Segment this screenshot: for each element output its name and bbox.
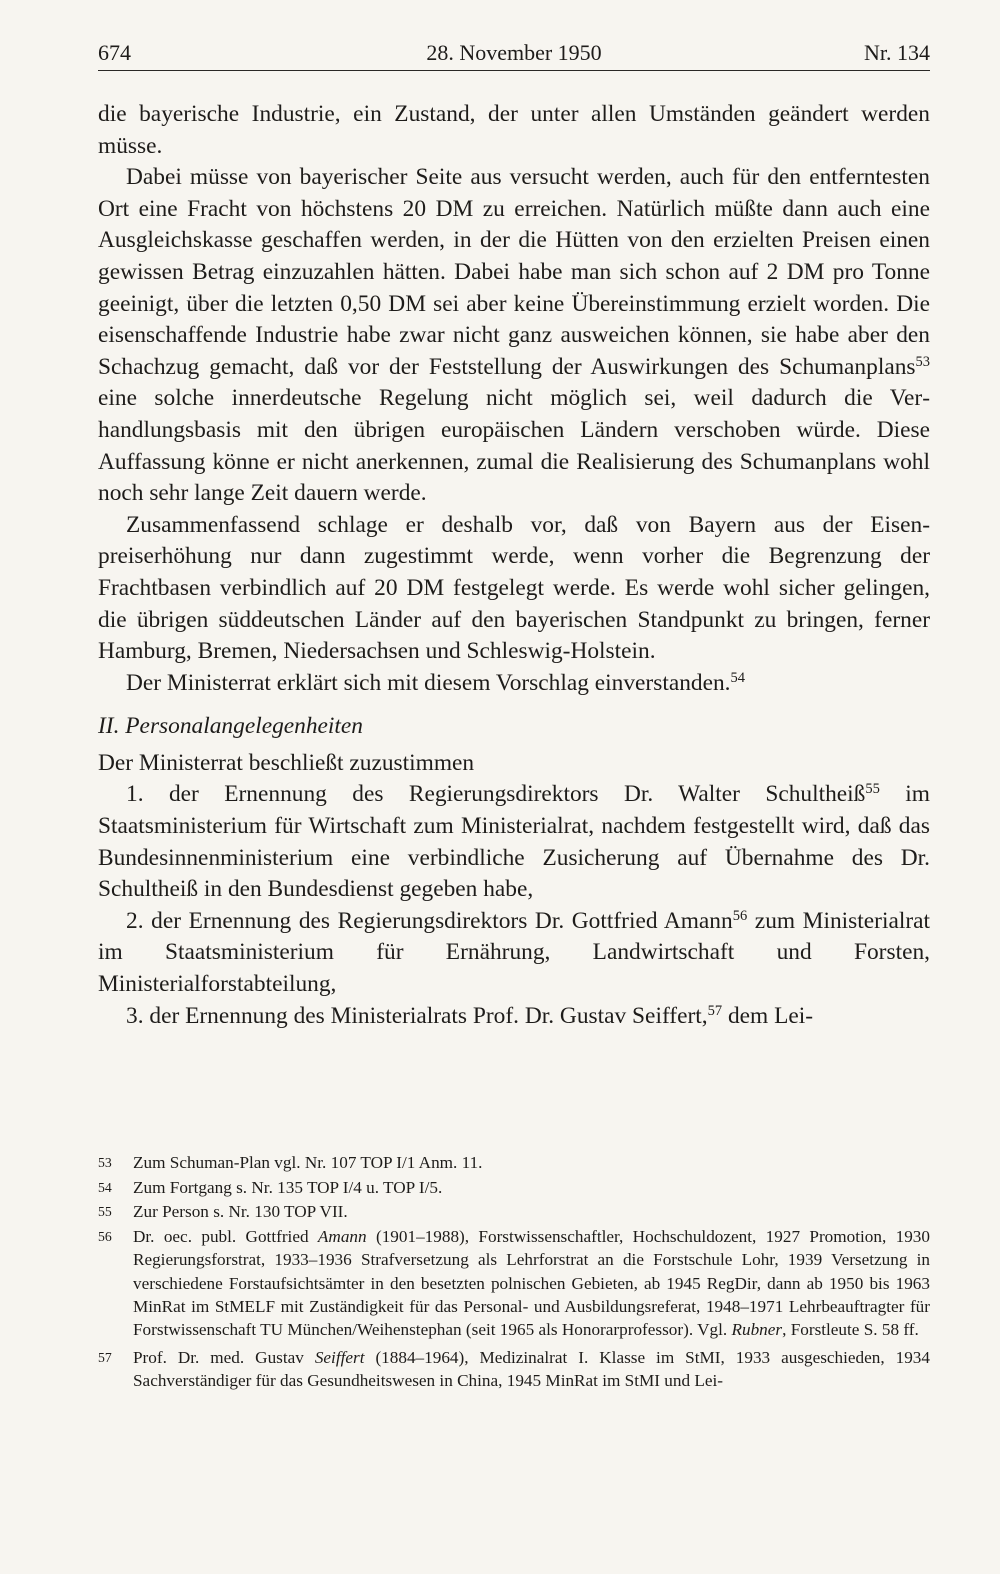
person-name: Seiffert bbox=[314, 1348, 365, 1368]
footnote-number: 57 bbox=[98, 1350, 112, 1366]
footnote bbox=[98, 1176, 930, 1199]
list-item bbox=[98, 779, 930, 905]
footnote bbox=[98, 1346, 930, 1392]
footnote-number: 54 bbox=[98, 1179, 112, 1195]
footnote-number: 56 bbox=[98, 1229, 112, 1245]
paragraph-text: Dabei müsse von bayerischer Seite aus versucht werden, auch für den entferntesten Ort eine Fracht von höchstens 20 DM zu erreichen. Natürlich müßte dann auch eine Ausgleichskasse geschaffen werden, in der die Hütten von den erzielten Preisen einen gewissen Betrag einzuzahlen hätten. Dabei habe man sich schon auf 2 DM pro Tonne geeinigt, über die letzten 0,50 DM sei aber keine Übereinstimmung erzielt worden. Die eisenschaffende Industrie habe zwar nicht ganz ausweichen können, sie habe aber den Schachzug gemacht, daß vor der Feststellung der Auswirkungen des Schumanplans bbox=[98, 164, 930, 380]
document-number: Nr. 134 bbox=[864, 40, 930, 65]
footnote-ref: 53 bbox=[915, 353, 930, 370]
list-item-text: dem Lei- bbox=[722, 1002, 814, 1029]
paragraph: Zusammenfassend schlage er deshalb vor, daß von Bayern aus der Eisenpreiserhöhung nur dann zugestimmt werde, wenn vorher die Begrenzung der Frachtbasen verbindlich auf 20 DM festgelegt werde. Es werde wohl sicher gelingen, die übrigen süddeutschen Länder auf den bayerischen Standpunkt zu bringen, ferner Hamburg, Bremen, Niedersachsen und Schleswig-Holstein. bbox=[98, 511, 930, 665]
paragraph-text: eine solche innerdeutsche Regelung nicht möglich sei, weil dadurch die Verhandlungsbasis mit den übrigen europäischen Ländern verschoben würde. Diese Auffassung könne er nicht anerkennen, zumal die Realisierung des Schumanplans wohl noch sehr lange Zeit dauern werde. bbox=[98, 385, 930, 507]
paragraph: die bayerische Industrie, ein Zustand, der unter allen Umständen geändert werden müsse. bbox=[98, 101, 930, 159]
footnote-number: 53 bbox=[98, 1155, 112, 1170]
main-text bbox=[98, 99, 930, 1032]
header-date: 28. November 1950 bbox=[426, 40, 602, 65]
paragraph bbox=[98, 162, 930, 510]
footnote-ref: 56 bbox=[732, 907, 748, 924]
paragraph bbox=[98, 668, 930, 700]
list-item bbox=[98, 906, 930, 1001]
footnote bbox=[98, 1151, 930, 1174]
author-name: Rubner bbox=[731, 1319, 783, 1339]
list-item-text: zum Ministerialrat im Staatsministerium für Ernährung, Landwirtschaft und Forsten, Ministerialforstabteilung, bbox=[98, 907, 930, 998]
person-name: Amann bbox=[317, 1227, 367, 1247]
footnote-text: Zum Fortgang s. Nr. 135 TOP I/4 u. TOP I/5. bbox=[133, 1177, 443, 1197]
list-item-text: 1. der Ernennung des Regierungsdirektors Dr. Walter Schultheiß bbox=[126, 781, 866, 808]
footnote-text: Zur Person s. Nr. 130 TOP VII. bbox=[133, 1202, 348, 1222]
footnote-ref: 57 bbox=[707, 1002, 723, 1019]
page-number: 674 bbox=[98, 40, 131, 65]
list-item-text: 3. der Ernennung des Ministerialrats Prof. Dr. Gustav Seiffert, bbox=[126, 1002, 708, 1029]
footnote-text: Zum Schuman-Plan vgl. Nr. 107 TOP I/1 Anm. 11. bbox=[133, 1153, 483, 1172]
footnote bbox=[98, 1200, 930, 1223]
footnote bbox=[98, 1225, 930, 1341]
footnote-ref: 55 bbox=[865, 781, 880, 798]
list-item bbox=[98, 1001, 930, 1033]
section-heading: II. Personalangelegenheiten bbox=[98, 713, 364, 740]
header-rule bbox=[98, 70, 930, 71]
list-item-text: 2. der Ernennung des Regierungsdirektors Dr. Gottfried Amann bbox=[126, 907, 733, 934]
footnote-ref: 54 bbox=[730, 669, 746, 686]
running-header bbox=[98, 38, 930, 68]
footnote-number: 55 bbox=[98, 1204, 112, 1220]
footnotes bbox=[98, 1151, 930, 1394]
paragraph-text: Der Ministerrat erklärt sich mit diesem Vorschlag einverstanden. bbox=[126, 669, 731, 696]
footnote-text: Dr. oec. publ. Gottfried Amann (1901–1988), Forstwissenschaftler, Hochschuldozent, 1927 Promotion, 1930 Regierungsforstrat, 1933–1936 Strafversetzung als Lehrforstrat an die Forstschule Lohr, 1939 Versetzung in verschiedene Forstaufsichtsämter in den besetzten polnischen Gebieten, ab 1945 RegDir, dann ab 1950 bis 1963 MinRat im StMELF mit Zuständigkeit für das Personal- und Ausbildungsreferat, 1948–1971 Lehrbeauftragter für Forstwissenschaft TU München/Weihenstephan (seit 1965 als Honorarprofessor). Vgl. Rubner, Forstleute S. 58 ff. bbox=[133, 1227, 930, 1339]
list-item-text: im Staatsministerium für Wirtschaft zum Ministerialrat, nachdem festgestellt wird, daß das Bundesinnenministerium eine verbindliche Zusicherung auf Übernahme des Dr. Schultheiß in den Bundesdienst gegeben habe, bbox=[98, 781, 930, 903]
footnote-text: Prof. Dr. med. Gustav Seiffert (1884–1964), Medizinalrat I. Klasse im StMI, 1933 ausgeschieden, 1934 Sachverständiger für das Gesundheitswesen in China, 1945 MinRat im StMI und Lei- bbox=[133, 1348, 930, 1391]
paragraph: Der Ministerrat beschließt zuzustimmen bbox=[98, 749, 475, 776]
